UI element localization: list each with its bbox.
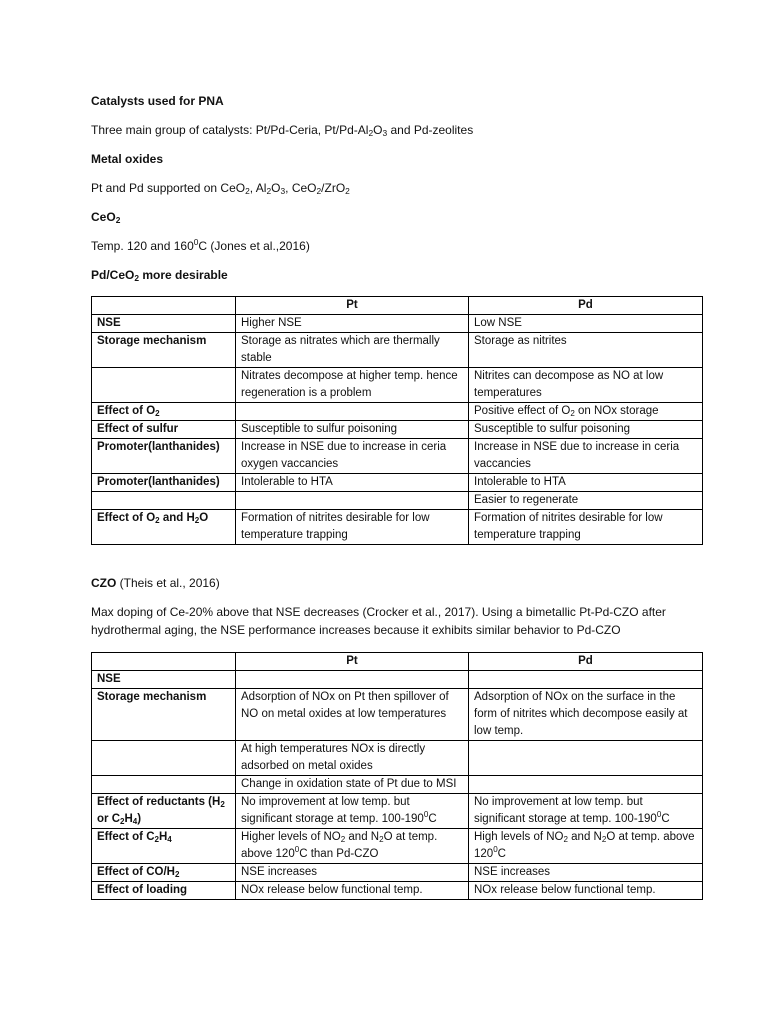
- pt-cell: NSE increases: [236, 864, 469, 882]
- pd-cell: [469, 741, 703, 776]
- table-header-row: [92, 653, 703, 671]
- czo-line: [91, 574, 220, 592]
- row-label-cell: Effect of loading: [92, 882, 236, 900]
- row-label-cell: [92, 368, 236, 403]
- table-row: [92, 829, 703, 864]
- row-label-cell: Promoter(lanthanides): [92, 439, 236, 474]
- pd-cell: Positive effect of $O_2$ on NOx storage: [469, 403, 703, 421]
- pd-cell: NSE increases: [469, 864, 703, 882]
- supported-line: Pt and Pd supported on CeO$_2$, $Al_2O_3$, CeO$_2$/ZrO$_2$: [91, 181, 350, 196]
- row-label-cell: Storage mechanism: [92, 333, 236, 368]
- row-label-cell: [92, 741, 236, 776]
- pd-cell: [469, 671, 703, 689]
- row-label-cell: Effect of sulfur: [92, 421, 236, 439]
- column-header: Pd: [469, 653, 703, 671]
- pt-cell: [236, 492, 469, 510]
- pt-cell: Increase in NSE due to increase in ceria oxygen vaccancies: [236, 439, 469, 474]
- pd-cell: Susceptible to sulfur poisoning: [469, 421, 703, 439]
- table-row: [92, 510, 703, 545]
- pd-cell: NOx release below functional temp.: [469, 882, 703, 900]
- table-row: [92, 315, 703, 333]
- subheading-ceo2: CeO$_2$: [91, 210, 121, 225]
- pt-cell: At high temperatures NOx is directly adsorbed on metal oxides: [236, 741, 469, 776]
- table-row: [92, 403, 703, 421]
- section-heading: Catalysts used for PNA: [91, 94, 224, 108]
- pt-cell: [236, 403, 469, 421]
- row-label-cell: [92, 776, 236, 794]
- row-label-cell: NSE: [92, 671, 236, 689]
- pd-cell: [469, 776, 703, 794]
- pt-cell: Storage as nitrates which are thermally stable: [236, 333, 469, 368]
- pt-cell: [236, 671, 469, 689]
- pt-cell: Adsorption of NOx on Pt then spillover of NO on metal oxides at low temperatures: [236, 689, 469, 741]
- table-row: [92, 368, 703, 403]
- row-label-cell: NSE: [92, 315, 236, 333]
- subheading-metal-oxides: Metal oxides: [91, 152, 164, 166]
- header-corner-cell: [92, 297, 236, 315]
- table-row: [92, 492, 703, 510]
- czo-heading: CZO: [91, 576, 117, 590]
- column-header: Pd: [469, 297, 703, 315]
- pd-cell: Adsorption of NOx on the surface in the form of nitrites which decompose easily at low temp.: [469, 689, 703, 741]
- czo-table: [91, 652, 703, 900]
- row-label-cell: Effect of $C_2H_4$: [92, 829, 236, 864]
- table-row: [92, 864, 703, 882]
- pt-cell: Intolerable to HTA: [236, 474, 469, 492]
- pt-cell: Change in oxidation state of Pt due to MSI: [236, 776, 469, 794]
- pd-cell: Easier to regenerate: [469, 492, 703, 510]
- table-row: [92, 776, 703, 794]
- czo-reference: (Theis et al., 2016): [116, 576, 220, 590]
- pt-cell: Higher levels of $NO_2$ and $N_2O$ at temp. above $120^0C$ than Pd-CZO: [236, 829, 469, 864]
- pt-cell: Nitrates decompose at higher temp. hence regeneration is a problem: [236, 368, 469, 403]
- header-corner-cell: [92, 653, 236, 671]
- intro-line: Three main group of catalysts: Pt/Pd-Ceria, $Pt/Pd-Al_2O_3$ and Pd-zeolites: [91, 123, 474, 138]
- table-row: [92, 882, 703, 900]
- pt-cell: NOx release below functional temp.: [236, 882, 469, 900]
- table-row: [92, 421, 703, 439]
- pd-cell: Formation of nitrites desirable for low temperature trapping: [469, 510, 703, 545]
- czo-paragraph: Max doping of Ce-20% above that NSE decreases (Crocker et al., 2017). Using a bimetallic Pt-Pd-CZO after hydrothermal aging, the NSE performance increases because it exhibits similar behavior to Pd-CZO: [91, 605, 666, 637]
- pd-cell: Increase in NSE due to increase in ceria vaccancies: [469, 439, 703, 474]
- table-row: [92, 333, 703, 368]
- row-label-cell: [92, 492, 236, 510]
- column-header: Pt: [236, 297, 469, 315]
- pt-cell: Formation of nitrites desirable for low temperature trapping: [236, 510, 469, 545]
- pd-cell: Low NSE: [469, 315, 703, 333]
- table-row: [92, 741, 703, 776]
- row-label-cell: Effect of $O_2$ and $H_2O$: [92, 510, 236, 545]
- column-header: Pt: [236, 653, 469, 671]
- temp-line: Temp. 120 and $160^0C$ (Jones et al.,2016): [91, 237, 310, 253]
- row-label-cell: Promoter(lanthanides): [92, 474, 236, 492]
- pd-cell: Intolerable to HTA: [469, 474, 703, 492]
- pd-cell: No improvement at low temp. but significant storage at temp. $100-190^0C$: [469, 794, 703, 829]
- pt-cell: Higher NSE: [236, 315, 469, 333]
- table-header-row: [92, 297, 703, 315]
- pd-ceo2-line: Pd/CeO$_2$ more desirable: [91, 268, 228, 283]
- ceo2-table: [91, 296, 703, 545]
- pd-cell: Nitrites can decompose as NO at low temperatures: [469, 368, 703, 403]
- row-label-cell: Storage mechanism: [92, 689, 236, 741]
- table-row: [92, 439, 703, 474]
- pt-cell: Susceptible to sulfur poisoning: [236, 421, 469, 439]
- table-row: [92, 794, 703, 829]
- row-label-cell: Effect of $O_2$: [92, 403, 236, 421]
- table-row: [92, 474, 703, 492]
- table-row: [92, 671, 703, 689]
- pd-cell: High levels of $NO_2$ and $N_2O$ at temp. above $120^0C$: [469, 829, 703, 864]
- pd-cell: Storage as nitrites: [469, 333, 703, 368]
- row-label-cell: Effect of reductants ($H_2$ or $C_2H_4$): [92, 794, 236, 829]
- pt-cell: No improvement at low temp. but significant storage at temp. $100-190^0C$: [236, 794, 469, 829]
- row-label-cell: Effect of $CO/H_2$: [92, 864, 236, 882]
- table-row: [92, 689, 703, 741]
